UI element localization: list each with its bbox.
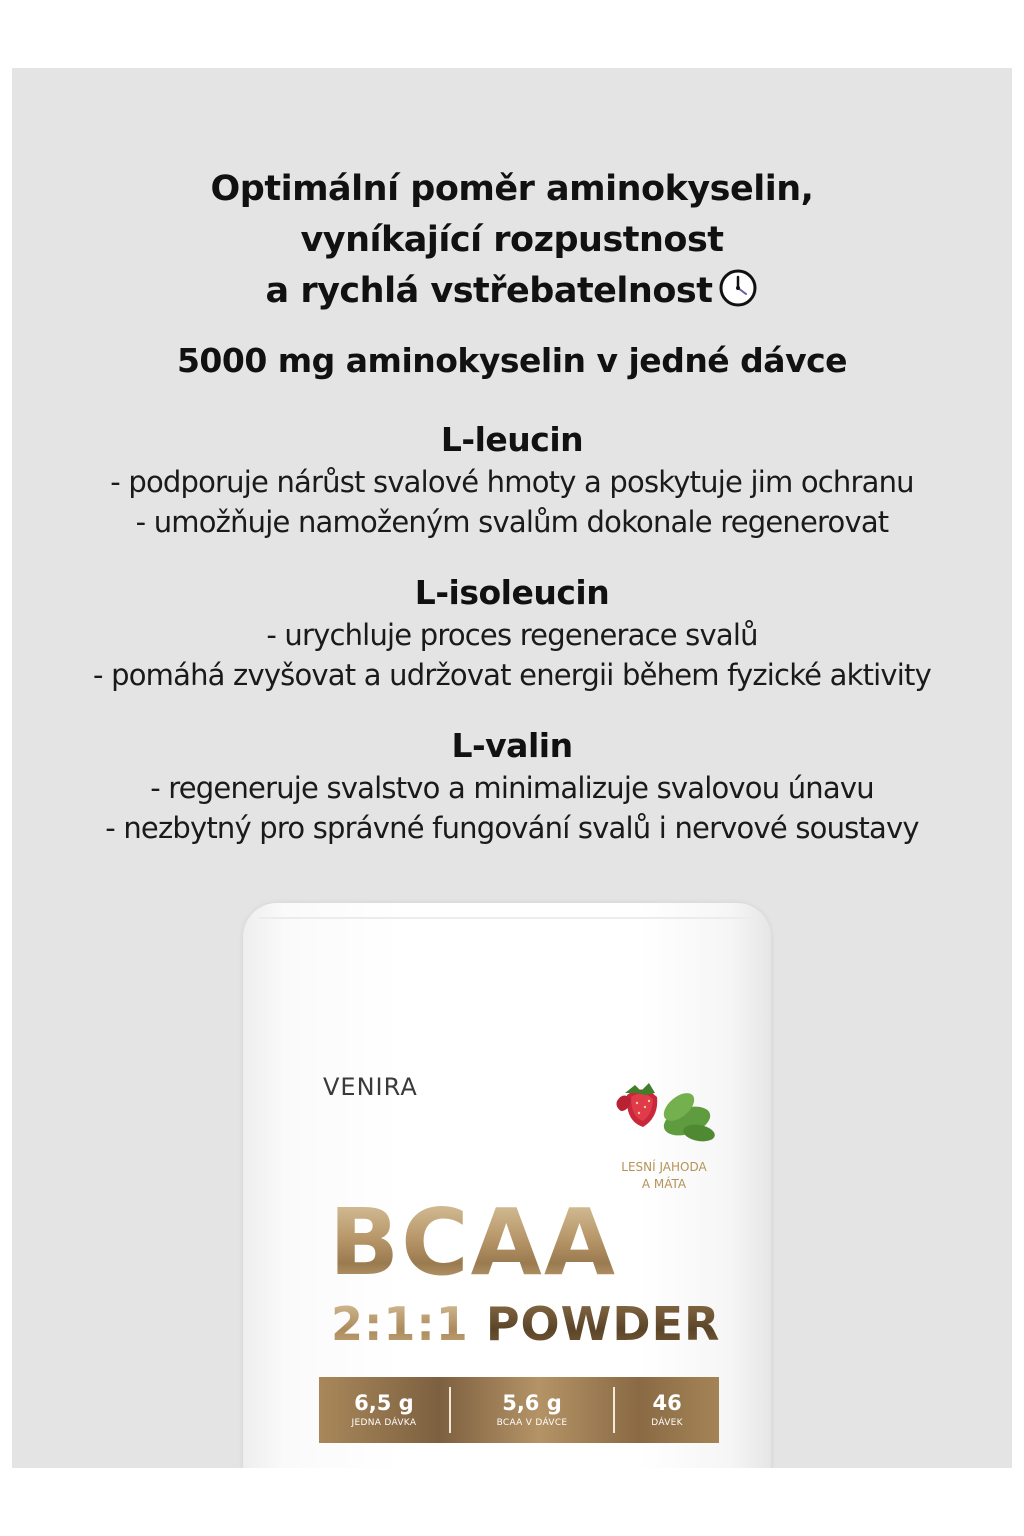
pouch-seal — [259, 917, 755, 919]
amino-acid-benefit: - pomáhá zvyšovat a udržovat energii během fyzické aktivity — [93, 658, 931, 692]
stat-servings — [615, 1377, 719, 1443]
amino-acid-title: L-leucin — [440, 420, 584, 459]
amino-acid-benefit: - urychluje proces regenerace svalů — [266, 618, 758, 652]
product-name: BCAA — [329, 1189, 618, 1296]
stat-bcaa-per-serving — [451, 1377, 613, 1443]
stat-label: JEDNA DÁVKA — [351, 1418, 417, 1428]
product-ratio — [331, 1297, 720, 1351]
info-panel — [12, 68, 1012, 1468]
product-type: POWDER — [485, 1297, 721, 1351]
headline — [12, 164, 1012, 317]
stat-value: 5,6 g — [502, 1391, 562, 1415]
headline-line-1: Optimální poměr aminokyselin, — [210, 169, 814, 209]
stats-band — [319, 1377, 719, 1443]
flavor-line-1: LESNÍ JAHODA — [621, 1160, 707, 1174]
stat-serving — [319, 1377, 449, 1443]
brand-logo: VENIRA — [323, 1073, 418, 1101]
amino-acid-isoleucin — [12, 571, 1012, 695]
stat-label: DÁVEK — [651, 1418, 683, 1428]
stat-label: BCAA V DÁVCE — [496, 1418, 568, 1428]
amino-acid-benefit: - podporuje nárůst svalové hmoty a poskytuje jim ochranu — [110, 465, 914, 499]
flavor-label — [579, 1159, 749, 1193]
amino-acid-benefit: - umožňuje namoženým svalům dokonale regenerovat — [135, 505, 889, 539]
stat-value: 46 — [652, 1391, 682, 1415]
headline-line-3-text: a rychlá vstřebatelnost — [265, 271, 713, 311]
amino-acid-benefit: - regeneruje svalstvo a minimalizuje svalovou únavu — [150, 771, 874, 805]
stat-value: 6,5 g — [354, 1391, 414, 1415]
product-pouch — [243, 903, 771, 1468]
ratio-value: 2:1:1 — [331, 1297, 469, 1351]
amino-acid-valin — [12, 724, 1012, 848]
amino-acid-leucin — [12, 418, 1012, 542]
headline-line-3 — [12, 266, 1012, 317]
clock-icon — [718, 268, 758, 308]
dose-heading: 5000 mg aminokyselin v jedné dávce — [176, 341, 848, 380]
flavor-line-2: A MÁTA — [641, 1177, 687, 1191]
headline-line-2: vyníkající rozpustnost — [300, 220, 724, 260]
amino-acid-title: L-isoleucin — [414, 573, 610, 612]
strawberry-mint-icon — [609, 1071, 719, 1151]
amino-acid-benefit: - nezbytný pro správné fungování svalů i nervové soustavy — [105, 811, 919, 845]
amino-acid-title: L-valin — [451, 726, 573, 765]
